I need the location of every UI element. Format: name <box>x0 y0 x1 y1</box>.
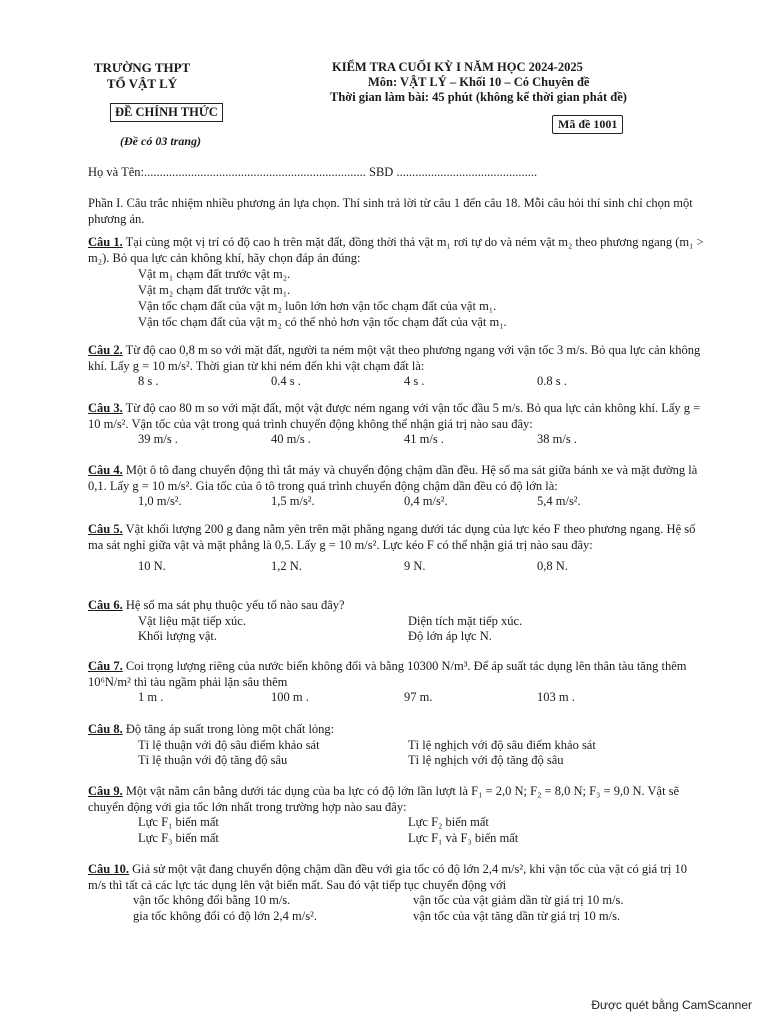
option-a: 1 m . <box>138 690 164 704</box>
question-5 <box>88 522 708 575</box>
question-label: Câu 4. <box>88 463 123 477</box>
question-stem: Tại cùng một vị trí có độ cao h trên mặt đất, đồng thời thả vật m₁ rơi tự do và ném vật m₂ theo phương ngang (m₁ > m₂). Bỏ qua lực cản không khí, hãy chọn đáp án đúng: <box>88 235 704 265</box>
question-3 <box>88 401 708 448</box>
option-b: vận tốc của vật giảm dần từ giá trị 10 m/s. <box>413 893 624 907</box>
option-a: Tỉ lệ thuận với độ sâu điểm khảo sát <box>138 737 320 752</box>
question-stem: Hệ số ma sát phụ thuộc yếu tố nào sau đây? <box>125 598 345 612</box>
question-label: Câu 5. <box>88 522 123 536</box>
question-9 <box>88 784 708 846</box>
option-a: 8 s . <box>138 374 159 388</box>
option-c: Tỉ lệ thuận với độ tăng độ sâu <box>138 753 288 767</box>
school-header <box>88 60 196 92</box>
option-c: Vận tốc chạm đất của vật m₂ luôn lớn hơn vận tốc chạm đất của vật m₁. <box>138 299 497 313</box>
question-label: Câu 3. <box>88 401 123 415</box>
option-a: 10 N. <box>138 559 166 573</box>
question-stem: Một ô tô đang chuyển động thì tắt máy và chuyển động chậm dần đều. Hệ số ma sát giữa bánh xe và mặt đường là 0,1. Lấy g = 10 m/s². Gia tốc của ô tô trong quá trình chuyển động chậm dần đều có độ lớn là: <box>88 463 698 493</box>
option-c: 0,4 m/s². <box>404 494 448 508</box>
option-d: Lực F₁ và F₃ biến mất <box>408 830 519 845</box>
option-a: Lực F₁ biến mất <box>138 815 219 829</box>
exam-title: KIỂM TRA CUỐI KỲ I NĂM HỌC 2024-2025 <box>332 60 583 74</box>
option-c: 41 m/s . <box>404 432 444 446</box>
student-info-line: Họ và Tên:....................................................................... SBD ............................................. <box>88 165 538 179</box>
option-c: gia tốc không đổi có độ lớn 2,4 m/s². <box>133 908 317 923</box>
question-label: Câu 10. <box>88 862 129 876</box>
option-d: Vận tốc chạm đất của vật m₂ có thể nhỏ hơn vận tốc chạm đất của vật m₁. <box>138 315 507 329</box>
option-d: Độ lớn áp lực N. <box>408 629 492 643</box>
exam-code: Mã đề 1001 <box>552 115 623 134</box>
option-b: 1,2 N. <box>271 559 302 573</box>
department-name: TỔ VẬT LÝ <box>106 76 178 91</box>
question-stem: Từ độ cao 0,8 m so với mặt đất, người ta ném một vật theo phương ngang với vận tốc 3 m/s. Bỏ qua lực cản không khí. Lấy g = 10 m/s². Thời gian từ khi ném đến khi vật chạm đất là: <box>88 343 701 373</box>
question-stem: Một vật nằm cân bằng dưới tác dụng của ba lực có độ lớn lần lượt là F₁ = 2,0 N; F₂ = 8,0 N; F₃ = 9,0 N. Vật sẽ chuyển động với gia tốc lớn nhất trong trường hợp nào sau đây: <box>88 784 680 814</box>
option-c: Khối lượng vật. <box>138 629 218 643</box>
option-d: 103 m . <box>537 690 575 704</box>
question-stem: Vật khối lượng 200 g đang nằm yên trên mặt phẳng ngang dưới tác dụng của lực kéo F theo phương ngang. Hệ số ma sát nghỉ giữa vật và mặt phẳng là 0,5. Lấy g = 10 m/s². Lực kéo F có thể nhận giá trị nào sau đây: <box>88 522 696 552</box>
option-b: Diện tích mặt tiếp xúc. <box>408 613 523 628</box>
option-c: Lực F₃ biến mất <box>138 830 219 845</box>
question-2 <box>88 343 708 390</box>
option-a: 1,0 m/s². <box>138 494 182 508</box>
exam-subject: Môn: VẬT LÝ – Khối 10 – Có Chuyên đề <box>368 75 590 89</box>
option-b: 100 m . <box>271 690 309 704</box>
question-stem: Coi trọng lượng riêng của nước biển không đổi và bằng 10300 N/m³. Để áp suất tác dụng lên thân tàu tăng thêm 10⁶N/m² thì tàu ngầm phải lặn sâu thêm <box>88 659 687 689</box>
option-c: 9 N. <box>404 559 426 573</box>
option-c: 97 m. <box>404 690 433 704</box>
option-a: 39 m/s . <box>138 432 178 446</box>
question-label: Câu 8. <box>88 722 123 736</box>
question-1 <box>88 235 708 330</box>
question-stem: Độ tăng áp suất trong lòng một chất lỏng: <box>125 722 335 736</box>
option-b: Vật m₂ chạm đất trước vật m₁. <box>138 283 291 297</box>
question-4 <box>88 463 708 510</box>
option-d: 38 m/s . <box>537 432 577 446</box>
option-d: Tỉ lệ nghịch với độ tăng độ sâu <box>408 753 564 767</box>
option-d: 0.8 s . <box>537 374 567 388</box>
question-label: Câu 2. <box>88 343 123 357</box>
option-b: Lực F₂ biến mất <box>408 815 489 829</box>
option-a: vận tốc không đổi bằng 10 m/s. <box>133 893 291 907</box>
exam-time: Thời gian làm bài: 45 phút (không kể thời gian phát đề) <box>330 90 627 104</box>
option-b: 0.4 s . <box>271 374 301 388</box>
option-b: Tỉ lệ nghịch với độ sâu điểm khảo sát <box>408 737 596 752</box>
question-6 <box>88 598 708 645</box>
question-label: Câu 9. <box>88 784 123 798</box>
question-label: Câu 6. <box>88 598 123 612</box>
question-stem: Giả sử một vật đang chuyển động chậm dần đều với gia tốc có độ lớn 2,4 m/s², khi vận tốc của vật có giá trị 10 m/s thì tất cả các lực tác dụng lên vật biến mất. Sau đó vật tiếp tục chuyển động với <box>88 862 687 892</box>
option-d: vận tốc của vật tăng dần từ giá trị 10 m/s. <box>413 908 621 923</box>
school-name: TRƯỜNG THPT <box>93 60 191 75</box>
question-label: Câu 7. <box>88 659 123 673</box>
question-7 <box>88 659 708 706</box>
exam-header <box>330 60 627 105</box>
option-d: 0,8 N. <box>537 559 568 573</box>
question-8 <box>88 722 708 769</box>
option-d: 5,4 m/s². <box>537 494 581 508</box>
question-label: Câu 1. <box>88 235 123 249</box>
section-instructions: Phần I. Câu trắc nhiệm nhiều phương án lựa chọn. Thí sinh trả lời từ câu 1 đến câu 18. Mỗi câu hỏi thí sinh chỉ chọn một phương án. <box>88 196 693 226</box>
question-stem: Từ độ cao 80 m so với mặt đất, một vật được ném ngang với vận tốc đầu 5 m/s. Bỏ qua lực cản không khí. Lấy g = 10 m/s². Vận tốc của vật trong quá trình chuyển động không thể nhận giá trị nào sau đây: <box>88 401 701 431</box>
option-b: 1,5 m/s². <box>271 494 315 508</box>
option-a: Vật liệu mặt tiếp xúc. <box>138 613 246 628</box>
option-b: 40 m/s . <box>271 432 311 446</box>
option-c: 4 s . <box>404 374 425 388</box>
pages-note: (Đề có 03 trang) <box>120 134 201 148</box>
scanner-watermark: Được quét bằng CamScanner <box>591 998 752 1012</box>
option-a: Vật m₁ chạm đất trước vật m₂. <box>138 267 291 281</box>
official-label: ĐỀ CHÍNH THỨC <box>110 103 223 122</box>
question-10 <box>88 862 708 924</box>
